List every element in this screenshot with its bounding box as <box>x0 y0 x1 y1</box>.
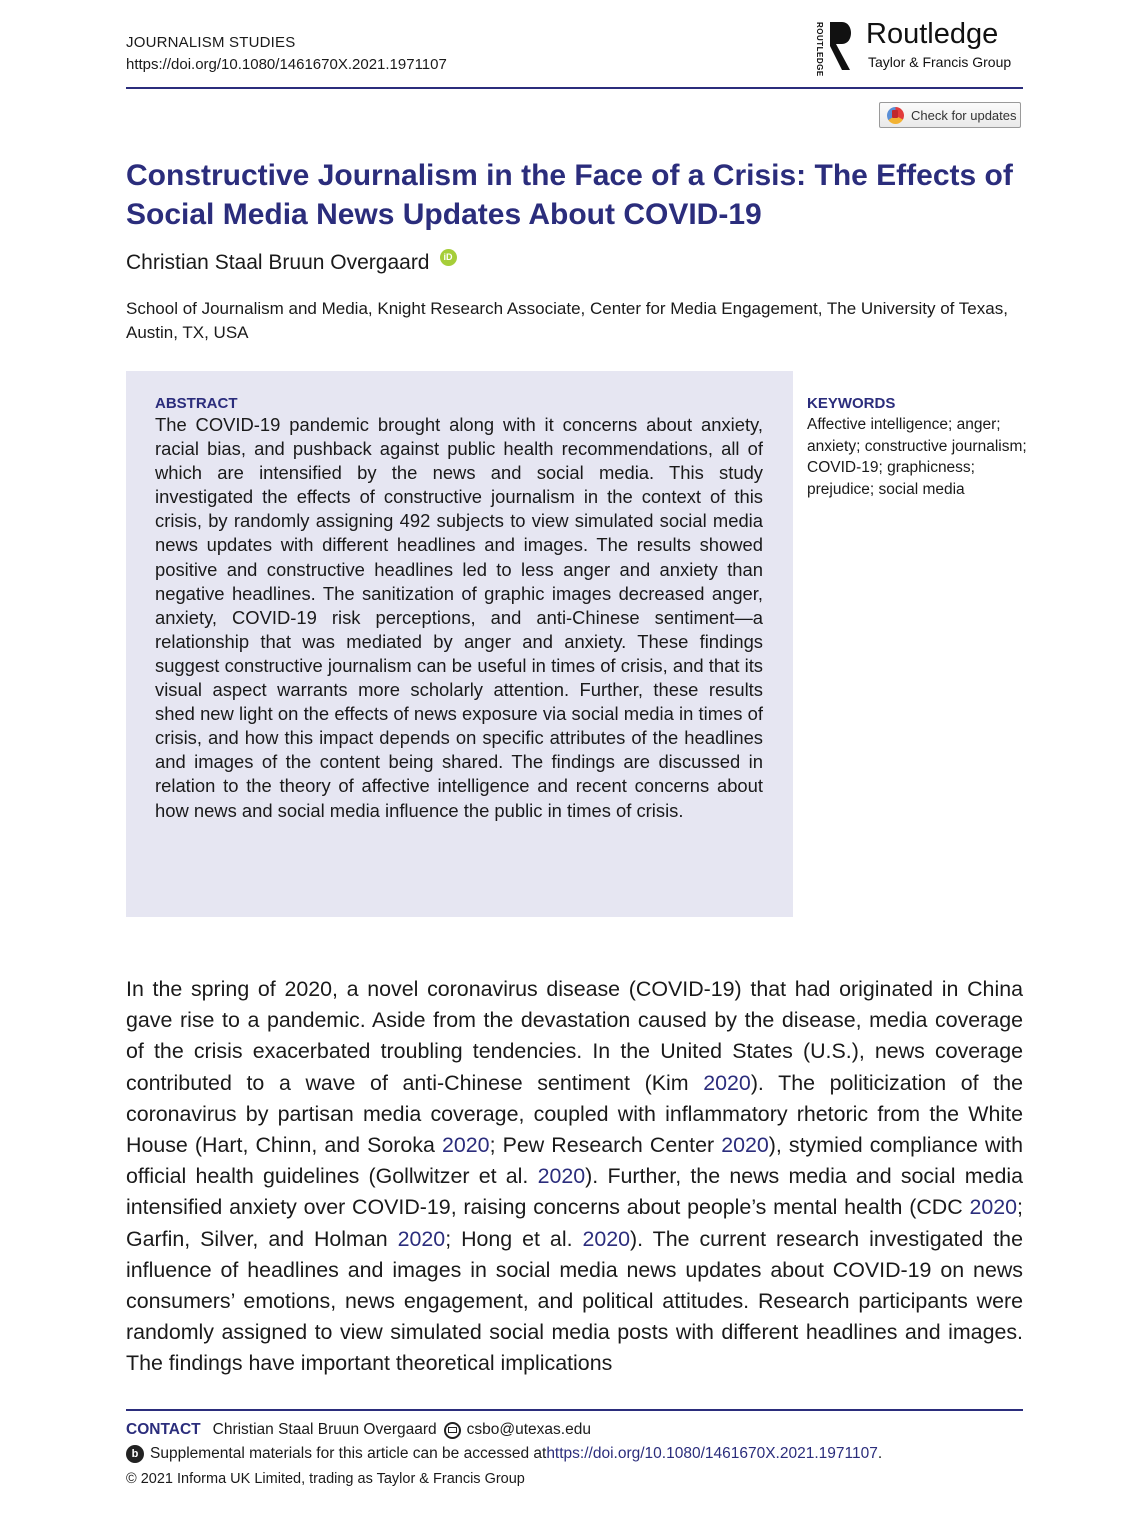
journal-doi[interactable]: https://doi.org/10.1080/1461670X.2021.1971107 <box>126 56 447 73</box>
supplemental-material-icon: b <box>126 1445 144 1463</box>
citation-link[interactable]: 2020 <box>537 1164 586 1189</box>
abstract-text: The COVID-19 pandemic brought along with it concerns about anxiety, racial bias, and pushback against public health recommendations, all of which are intensified by the news and social media. This study investigated the effects of constructive journalism in the context of this crisis, by randomly assigning 492 subjects to view simulated social media news updates with different headlines and images. The results showed positive and constructive headlines led to less anger and anxiety than negative headlines. The sanitization of graphic images decreased anger, anxiety, COVID-19 risk perceptions, and anti-Chinese sentiment—a relationship that was mediated by anger and anxiety. These findings suggest constructive journalism can be useful in times of crisis, and that its visual aspect warrants more scholarly attention. Further, these results shed new light on the effects of news exposure via social media in times of crisis, and how this impact depends on specific attributes of the headlines and images of the content being shared. The findings are discussed in relation to the theory of affective intelligence and recent concerns about how news and social media influence the public in times of crisis. <box>155 414 763 821</box>
journal-name: JOURNALISM STUDIES <box>126 34 296 51</box>
citation-link[interactable]: 2020 <box>721 1133 769 1158</box>
contact-email[interactable]: csbo@utexas.edu <box>466 1421 591 1438</box>
citation-link[interactable]: 2020 <box>397 1226 446 1251</box>
logo-subtitle: Taylor & Francis Group <box>868 54 1012 70</box>
email-icon <box>444 1422 461 1439</box>
author-line <box>126 251 457 275</box>
abstract-heading: ABSTRACT <box>155 395 238 412</box>
copyright-notice: © 2021 Informa UK Limited, trading as Taylor & Francis Group <box>126 1471 525 1487</box>
supplemental-text: Supplemental materials for this article can be accessed at <box>150 1445 547 1462</box>
citation-link[interactable]: 2020 <box>969 1195 1018 1220</box>
supplemental-line <box>126 1445 882 1463</box>
contact-name: Christian Staal Bruun Overgaard <box>212 1421 437 1438</box>
keywords-text: Affective intelligence; anger; anxiety; constructive journalism; COVID-19; graphicness; prejudice; social media <box>807 416 1027 498</box>
keywords-heading: KEYWORDS <box>807 395 896 412</box>
citation-link[interactable]: 2020 <box>441 1133 490 1158</box>
orcid-icon[interactable]: iD <box>440 249 457 266</box>
contact-label: CONTACT <box>126 1421 201 1438</box>
citation-link[interactable]: 2020 <box>703 1070 751 1095</box>
footer-divider <box>126 1409 1023 1411</box>
body-paragraph: In the spring of 2020, a novel coronavirus disease (COVID-19) that had originated in China gave rise to a pandemic. Aside from the devastation caused by the disease, media coverage of the crisis exacerbated troubling tendencies. In the United States (U.S.), news coverage contributed to a wave of anti-Chinese sentiment (Kim 2020). The politicization of the coronavirus by partisan media coverage, coupled with inflammatory rhetoric from the White House (Hart, Chinn, and Soroka 2020; Pew Research Center 2020), stymied compliance with official health guidelines (Gollwitzer et al. 2020). Further, the news media and social media intensified anxiety over COVID-19, raising concerns about people’s mental health (CDC 2020; Garfin, Silver, and Holman 2020; Hong et al. 2020). The current research investigated the influence of headlines and images in social media news updates about COVID-19 on news consumers’ emotions, news engagement, and political attitudes. Research participants were randomly assigned to view simulated social media posts with different headlines and images. The findings have important theoretical implications <box>126 977 1024 1376</box>
author-name[interactable]: Christian Staal Bruun Overgaard <box>126 251 430 274</box>
header-divider <box>126 87 1023 89</box>
logo-side-text: ROUTLEDGE <box>815 22 824 77</box>
crossmark-icon <box>887 107 904 124</box>
supplemental-end: . <box>877 1445 883 1462</box>
routledge-mark-icon <box>826 16 856 76</box>
author-affiliation: School of Journalism and Media, Knight Research Associate, Center for Media Engagement, The University of Texas, Austin, TX, USA <box>126 299 1008 342</box>
routledge-logo <box>812 16 1027 76</box>
check-for-updates-button[interactable] <box>879 102 1021 128</box>
supplemental-link[interactable]: https://doi.org/10.1080/1461670X.2021.1971107 <box>546 1445 878 1462</box>
article-title: Constructive Journalism in the Face of a Crisis: The Effects of Social Media News Updates About COVID-19 <box>126 159 1013 231</box>
check-for-updates-label: Check for updates <box>911 107 1017 123</box>
logo-name: Routledge <box>866 18 999 50</box>
contact-line <box>126 1421 591 1439</box>
citation-link[interactable]: 2020 <box>582 1226 631 1251</box>
